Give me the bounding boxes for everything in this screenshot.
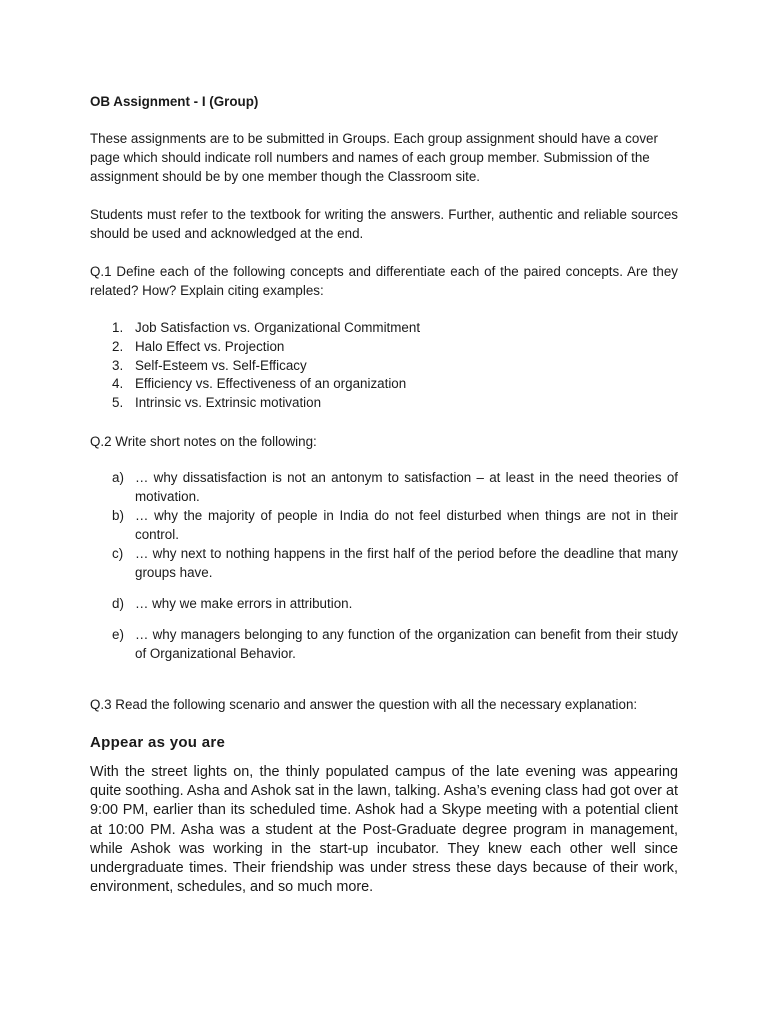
list-number: 5.	[112, 395, 124, 411]
question-1-list	[90, 318, 420, 412]
list-item	[90, 356, 420, 375]
list-item-text: … why we make errors in attribution.	[135, 596, 353, 611]
list-item-text: … why the majority of people in India do not feel disturbed when things are not in their control.	[135, 508, 678, 542]
list-item-text: Halo Effect vs. Projection	[135, 338, 285, 354]
intro-paragraph: These assignments are to be submitted in Groups. Each group assignment should have a cover page which should indicate roll numbers and names of each group member. Submission of the assignment should be by one member though the Classroom site.	[90, 131, 658, 184]
list-label: a)	[112, 470, 124, 485]
list-item	[90, 594, 678, 613]
list-item	[90, 468, 678, 506]
list-label: d)	[112, 596, 124, 611]
list-item	[90, 393, 420, 412]
question-3-text: Q.3 Read the following scenario and answer the question with all the necessary explanation:	[90, 697, 638, 712]
list-item	[90, 318, 420, 337]
question-1-text: Q.1 Define each of the following concepts and differentiate each of the paired concepts. Are they related? How? Explain citing examples:	[90, 264, 678, 298]
scenario-heading: Appear as you are	[90, 734, 226, 751]
list-item-text: … why dissatisfaction is not an antonym to satisfaction – at least in the need theories of motivation.	[135, 470, 678, 504]
list-number: 3.	[112, 357, 124, 373]
list-item-text: Intrinsic vs. Extrinsic motivation	[135, 395, 322, 411]
list-item	[90, 544, 678, 582]
scenario-body: With the street lights on, the thinly populated campus of the late evening was appearing quite soothing. Asha and Ashok sat in the lawn, talking. Asha’s evening class had got over at 9:00 PM, earlier than its scheduled time. Ashok had a Skype meeting with a potential client at 10:00 PM. Asha was a student at the Post-Graduate degree program in management, while Ashok was working in the start-up incubator. They knew each other well since undergraduate times. Their friendship was under stress these days because of their work, environment, schedules, and so much more.	[90, 764, 678, 896]
list-item-text: … why managers belonging to any function of the organization can benefit from their study of Organizational Behavior.	[135, 627, 678, 661]
list-item-text: Job Satisfaction vs. Organizational Commitment	[135, 320, 421, 335]
list-item	[90, 337, 420, 356]
list-number: 4.	[112, 376, 124, 392]
list-label: b)	[112, 508, 124, 523]
list-label: e)	[112, 627, 124, 642]
list-item	[90, 506, 678, 544]
list-item-text: Efficiency vs. Effectiveness of an organization	[135, 376, 407, 392]
list-item	[90, 374, 420, 393]
list-item-text: Self-Esteem vs. Self-Efficacy	[135, 357, 307, 373]
list-item	[90, 625, 678, 663]
list-item-text: … why next to nothing happens in the first half of the period before the deadline that many groups have.	[135, 546, 678, 580]
assignment-title: OB Assignment - I (Group)	[90, 94, 259, 109]
list-number: 1.	[112, 320, 124, 335]
question-2-list	[90, 468, 678, 663]
list-number: 2.	[112, 338, 124, 354]
list-label: c)	[112, 546, 124, 561]
students-note-paragraph: Students must refer to the textbook for writing the answers. Further, authentic and reliable sources should be used and acknowledged at the end.	[90, 207, 678, 241]
question-2-text: Q.2 Write short notes on the following:	[90, 434, 317, 449]
